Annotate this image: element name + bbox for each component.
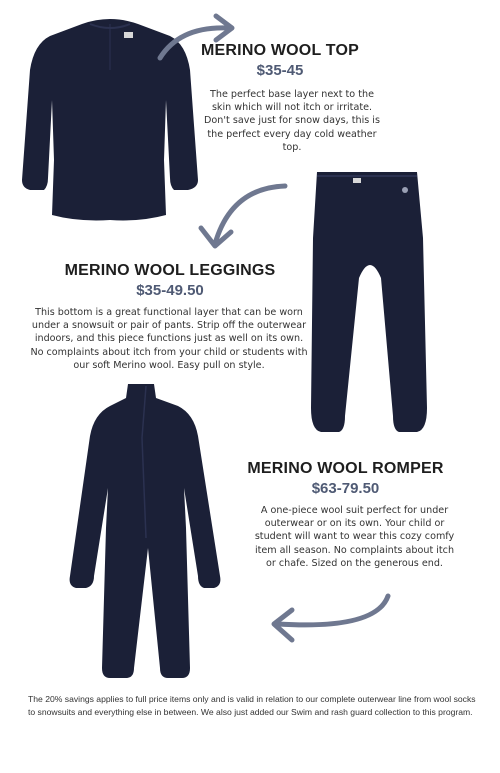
product-description: This bottom is a great functional layer that can be worn under a snowsuit or pair of pants. Strip off the outerwear indoors, and this piece functions just as well on its own. No complaints about itch from your child or students with our soft Merino wool. Easy pull on style. — [30, 307, 308, 371]
merino-wool-romper-image — [50, 378, 240, 683]
curved-arrow-icon — [195, 178, 295, 256]
product-leggings-block — [20, 262, 320, 299]
product-price: $35-45 — [256, 62, 304, 79]
curved-arrow-icon — [258, 588, 398, 654]
product-description: A one-piece wool suit perfect for under outerwear or on its own. Your child or student will want to wear this cozy comfy item all season. No complaints about itch or chafe. Sized on the generous end. — [254, 505, 455, 569]
product-romper-block — [228, 460, 463, 497]
product-price: $35-49.50 — [136, 282, 204, 299]
product-title: MERINO WOOL LEGGINGS — [64, 262, 276, 279]
product-description: The perfect base layer next to the skin which will not itch or irritate. Don't save just for snow days, this is the perfect every day cold weather top. — [204, 89, 380, 153]
footer-note: The 20% savings applies to full price items only and is valid in relation to our complete outerwear line from wool socks to snowsuits and everything else in between. We also just added our Swim and rash guard collection to this program. — [28, 694, 476, 717]
product-title: MERINO WOOL TOP — [201, 42, 359, 59]
product-title: MERINO WOOL ROMPER — [247, 460, 444, 477]
product-top-block — [200, 42, 360, 79]
merino-wool-leggings-image — [295, 168, 445, 436]
product-price: $63-79.50 — [311, 480, 380, 497]
